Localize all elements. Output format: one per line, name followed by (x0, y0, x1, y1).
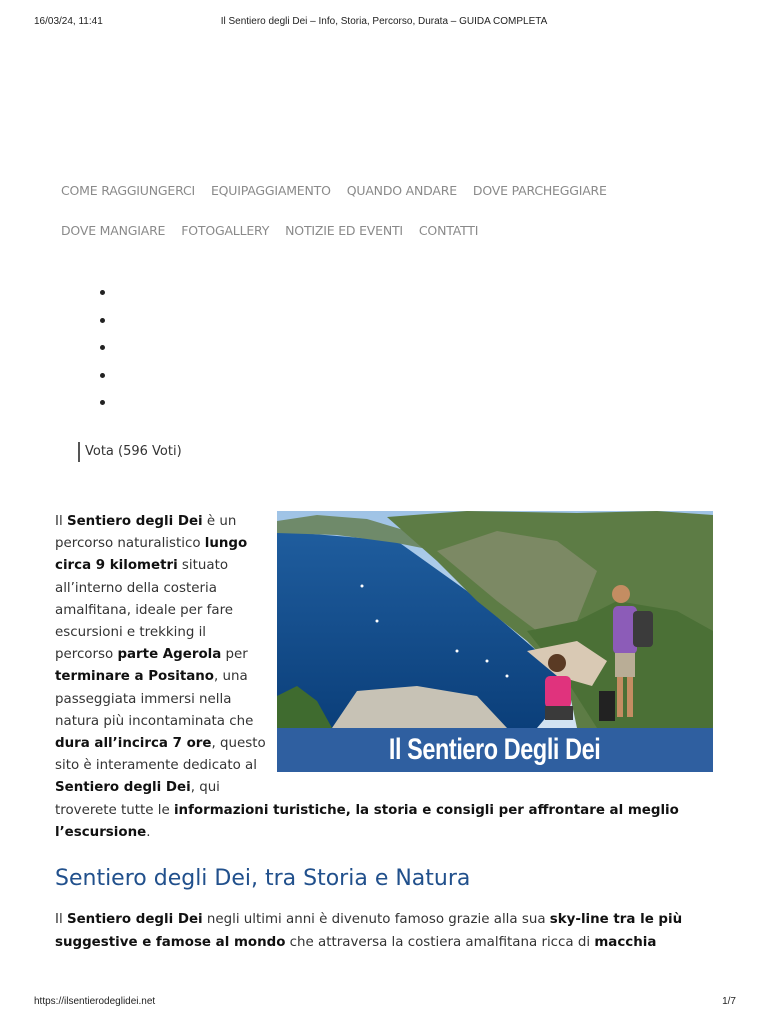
section-bold-macchia: macchia (594, 935, 657, 950)
intro-paragraph: Il Sentiero degli Dei è un percorso naturalistico lungo circa 9 kilometri situato all’interno della costeria amalfitana, ideale per fare escursioni e trekking il percorso parte Agerola per terminare a Positano, una passeggiata immersi nella natura più incontaminata che dura all’incirca 7 ore, questo sito è interamente dedicato al Sentiero degli Dei, qui troverete tutte le informazioni turistiche, la storia e consigli per affrontare al meglio l’escursione. (55, 514, 679, 840)
intro-bold-partenza: parte Agerola (117, 647, 222, 663)
nav-row-1 (53, 170, 743, 210)
intro-bold-lunghezza: lungo circa 9 kilometri (55, 536, 248, 574)
nav-item-quando-andare[interactable]: QUANDO ANDARE (346, 182, 457, 198)
nav-item-contatti[interactable]: CONTATTI (418, 222, 479, 238)
print-header (0, 16, 768, 30)
section-heading: Sentiero degli Dei, tra Storia e Natura (55, 866, 471, 891)
hero-image (277, 511, 713, 772)
intro-bold-arrivo: terminare a Positano (55, 669, 214, 685)
hero-banner: Il Sentiero Degli Dei (277, 728, 713, 772)
print-page-number: 1/7 (722, 996, 736, 1007)
vote-count: Vota (596 Voti) (78, 442, 182, 462)
nav-row-2 (53, 210, 743, 250)
nav-item-dove-mangiare[interactable]: DOVE MANGIARE (61, 222, 166, 238)
print-datetime: 16/03/24, 11:41 (34, 16, 103, 27)
nav-item-come-raggiungerci[interactable]: COME RAGGIUNGERCI (61, 182, 195, 198)
intro-bold-durata: dura all’incirca 7 ore (55, 736, 212, 752)
intro-bold-informazioni: informazioni turistiche, la storia e consigli per affrontare al meglio l’escursione (55, 802, 679, 840)
print-footer (0, 996, 768, 1010)
section-bold-sentiero: Sentiero degli Dei (66, 912, 203, 927)
nav-item-equipaggiamento[interactable]: EQUIPAGGIAMENTO (210, 182, 331, 198)
section-bold-skyline: sky-line tra le più suggestive e famose al mondo (55, 912, 683, 950)
nav-item-notizie-ed-eventi[interactable]: NOTIZIE ED EVENTI (285, 222, 403, 238)
print-url[interactable]: https://ilsentierodeglidei.net (34, 996, 156, 1007)
nav-item-fotogallery[interactable]: FOTOGALLERY (181, 222, 270, 238)
print-title: Il Sentiero degli Dei – Info, Storia, Percorso, Durata – GUIDA COMPLETA (220, 16, 548, 27)
nav-item-dove-parcheggiare[interactable]: DOVE PARCHEGGIARE (472, 182, 607, 198)
main-nav (53, 170, 743, 250)
section-paragraph: Il Sentiero degli Dei negli ultimi anni è divenuto famoso grazie alla sua sky-line tra le più suggestive e famose al mondo che attraversa la costiera amalfitana ricca di macchia (55, 912, 683, 950)
intro-bold-sentiero-2: Sentiero degli Dei (55, 780, 191, 796)
intro-bold-sentiero: Sentiero degli Dei (66, 514, 203, 529)
